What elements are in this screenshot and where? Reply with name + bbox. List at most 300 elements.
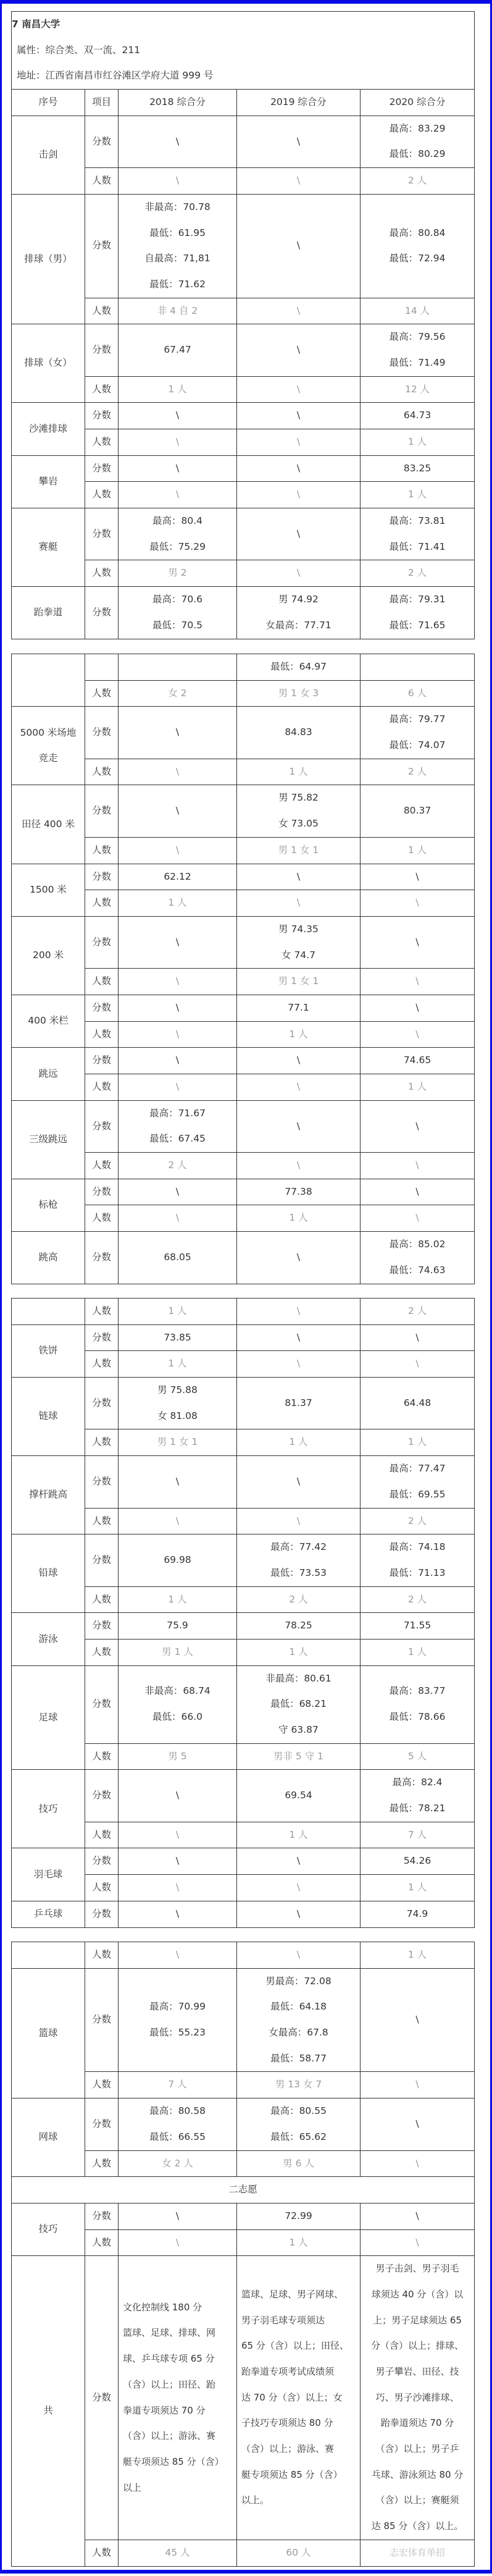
score-value: 男最高：72.08 — [265, 1975, 331, 1987]
count-value: 1 人 — [407, 1436, 427, 1448]
row-label-cell — [85, 1942, 119, 1969]
count-value: \ — [296, 567, 301, 579]
score-value: 最高：79.31 — [389, 594, 446, 605]
row-label: 人数 — [91, 687, 111, 699]
score-value: \ — [415, 2210, 419, 2221]
count-value: \ — [296, 175, 301, 187]
value-cell-2018 — [119, 2072, 237, 2098]
section-label: 二志愿 — [228, 2184, 257, 2195]
count-value: 男 13 女 7 — [275, 2079, 322, 2090]
count-value: \ — [175, 765, 180, 777]
score-value: （含）以上；游泳、赛 — [241, 2443, 335, 2455]
value-cell-2019 — [237, 324, 361, 376]
score-value: 艇专项须达 85 分（含） — [123, 2456, 224, 2467]
row-label-cell — [85, 1613, 119, 1639]
sport-name: 跳远 — [38, 1067, 58, 1079]
count-value: 2 人 — [407, 1515, 427, 1526]
score-value: 女 74.7 — [281, 949, 315, 961]
value-cell-2018 — [119, 1429, 237, 1456]
row-label: 人数 — [91, 2236, 111, 2248]
sport-name: 200 米 — [32, 949, 64, 961]
score-value: 达 70 分（含）以上；女 — [241, 2391, 343, 2403]
count-value: 60 人 — [286, 2546, 311, 2558]
row-label: 分数 — [91, 606, 111, 618]
value-cell-2020 — [361, 654, 475, 681]
row-label-cell — [85, 1534, 119, 1586]
score-value: 以上。 — [241, 2494, 270, 2506]
count-value: 1 人 — [407, 489, 427, 500]
row-label-cell — [85, 680, 119, 707]
count-value: 2 人 — [407, 765, 427, 777]
sport-name-cell — [12, 2203, 85, 2255]
score-value: \ — [415, 936, 419, 948]
score-value: 篮球、足球、排球、网 — [123, 2327, 216, 2339]
score-value: 75.9 — [167, 1620, 188, 1631]
table-row — [12, 2098, 475, 2150]
count-value: 男 1 人 — [162, 1646, 193, 1657]
score-value: 非最高：70.78 — [144, 201, 211, 213]
value-cell-2018 — [119, 1586, 237, 1613]
row-label-cell — [85, 1665, 119, 1743]
value-cell-2020 — [361, 116, 475, 167]
column-header — [119, 90, 237, 116]
count-value: \ — [296, 383, 301, 395]
value-cell-2020 — [361, 168, 475, 195]
row-label-cell — [85, 403, 119, 429]
value-cell-2019 — [237, 680, 361, 707]
count-value: \ — [296, 1305, 301, 1316]
table-row — [12, 995, 475, 1021]
value-cell-2020 — [361, 1848, 475, 1875]
value-cell-2018 — [119, 1205, 237, 1232]
score-value: 男 74.35 — [278, 923, 319, 935]
count-value: \ — [415, 2236, 419, 2248]
value-cell-2018 — [119, 116, 237, 167]
sport-name: 铁饼 — [38, 1345, 58, 1357]
count-value: \ — [415, 897, 419, 909]
row-label-cell — [85, 429, 119, 456]
value-cell-2020 — [361, 1378, 475, 1429]
score-table — [11, 1298, 475, 1928]
count-value: \ — [296, 1882, 301, 1893]
count-value: 1 人 — [289, 1436, 308, 1448]
sport-name: 排球（男） — [24, 253, 72, 264]
count-value: 女 2 — [168, 687, 187, 699]
table-row — [12, 194, 475, 298]
value-cell-2018 — [119, 1378, 237, 1429]
column-header — [85, 90, 119, 116]
score-value: （含）以上；赛艇须 — [375, 2494, 459, 2506]
count-value: 2 人 — [407, 175, 427, 187]
value-cell-2020 — [361, 403, 475, 429]
score-value: 最低：66.55 — [149, 2131, 206, 2142]
row-label: 分数 — [91, 410, 111, 421]
value-cell-2019 — [237, 1429, 361, 1456]
count-value: 1 人 — [407, 1949, 427, 1960]
value-cell-2020 — [361, 680, 475, 707]
sport-name-cell — [12, 403, 85, 455]
count-value: 14 人 — [404, 305, 430, 316]
value-cell-2019 — [237, 1534, 361, 1586]
value-cell-2018 — [119, 1048, 237, 1074]
row-label: 分数 — [91, 1908, 111, 1919]
count-value: 1 人 — [289, 1829, 308, 1840]
sport-name-cell — [12, 1179, 85, 1231]
score-value — [361, 654, 474, 680]
score-value: 最高：83.29 — [389, 122, 446, 134]
row-label: 人数 — [91, 1212, 111, 1224]
count-value: \ — [296, 305, 301, 316]
value-cell-2019 — [237, 168, 361, 195]
value-cell-2020 — [361, 2229, 475, 2256]
row-label-cell — [85, 2256, 119, 2540]
value-cell-2020 — [361, 837, 475, 864]
value-cell-2020 — [361, 1743, 475, 1770]
sport-name-cell — [12, 2098, 85, 2177]
value-cell-2018 — [119, 1770, 237, 1822]
sport-name — [12, 1299, 85, 1324]
table-row — [12, 707, 475, 759]
table-row — [12, 1770, 475, 1822]
value-cell-2020 — [361, 1968, 475, 2072]
value-cell-2020 — [361, 1324, 475, 1351]
sport-name-cell — [12, 1665, 85, 1770]
value-cell-2020 — [361, 587, 475, 639]
score-value: 最低：72.94 — [389, 253, 446, 264]
value-cell-2018 — [119, 482, 237, 508]
value-cell-2018 — [119, 785, 237, 837]
value-cell-2019 — [237, 969, 361, 995]
value-cell-2020 — [361, 1508, 475, 1534]
score-value: \ — [296, 462, 301, 474]
score-value: 最低：71.41 — [389, 541, 446, 552]
column-header — [12, 90, 85, 116]
value-cell-2020 — [361, 1901, 475, 1927]
count-value: 1 人 — [168, 383, 187, 395]
value-cell-2020 — [361, 1048, 475, 1074]
value-cell-2018 — [119, 1665, 237, 1743]
sport-name: 铅球 — [38, 1567, 58, 1579]
value-cell-2020 — [361, 969, 475, 995]
score-value: 81.37 — [285, 1397, 312, 1408]
score-value: 最高：85.02 — [389, 1239, 446, 1250]
value-cell-2018 — [119, 560, 237, 587]
value-cell-2020 — [361, 2098, 475, 2150]
score-value: 女 81.08 — [157, 1410, 198, 1421]
sport-name-cell — [12, 1613, 85, 1665]
score-value: 73.85 — [164, 1331, 191, 1343]
count-value: 1 人 — [289, 765, 308, 777]
score-value: \ — [175, 726, 180, 738]
column-header-row — [12, 90, 475, 116]
score-table — [11, 654, 475, 1284]
row-label-cell — [85, 1232, 119, 1284]
value-cell-2019 — [237, 707, 361, 759]
value-cell-2018 — [119, 1100, 237, 1152]
value-cell-2019 — [237, 759, 361, 785]
row-label: 人数 — [91, 436, 111, 447]
value-cell-2019 — [237, 1205, 361, 1232]
value-cell-2018 — [119, 194, 237, 298]
value-cell-2020 — [361, 560, 475, 587]
sport-name-cell — [12, 916, 85, 995]
score-value: 自最高：71,81 — [144, 253, 211, 264]
value-cell-2020 — [361, 916, 475, 968]
sport-name: 竞走 — [38, 752, 58, 764]
count-value: 女 2 人 — [162, 2157, 193, 2169]
row-label: 分数 — [91, 1001, 111, 1013]
row-label: 人数 — [91, 1829, 111, 1840]
value-cell-2018 — [119, 1324, 237, 1351]
score-value: 最低：73.53 — [270, 1567, 327, 1578]
count-value: 6 人 — [407, 687, 427, 699]
count-value: 7 人 — [168, 2079, 187, 2090]
value-cell-2020 — [361, 1586, 475, 1613]
value-cell-2018 — [119, 2229, 237, 2256]
row-label-cell — [85, 194, 119, 298]
count-value: \ — [175, 489, 180, 500]
row-label: 分数 — [91, 528, 111, 539]
score-value: 最高：80.4 — [152, 515, 202, 527]
score-value: \ — [415, 1120, 419, 1132]
value-cell-2019 — [237, 654, 361, 681]
row-label: 分数 — [91, 805, 111, 817]
value-cell-2020 — [361, 2203, 475, 2229]
value-cell-2019 — [237, 1848, 361, 1875]
score-value: 最低：55.23 — [149, 2027, 206, 2039]
table-row — [12, 785, 475, 837]
sport-name-cell — [12, 785, 85, 864]
count-value: \ — [296, 1515, 301, 1526]
score-value: 男子攀岩、田径、技 — [375, 2366, 459, 2377]
count-value: \ — [175, 436, 180, 447]
value-cell-2020 — [361, 2072, 475, 2098]
sport-name-cell — [12, 1100, 85, 1179]
table-row — [12, 2203, 475, 2229]
score-value: \ — [415, 2014, 419, 2026]
value-cell-2018 — [119, 1179, 237, 1205]
row-label: 人数 — [91, 1358, 111, 1370]
value-cell-2018 — [119, 168, 237, 195]
score-value: 子技巧专项须达 80 分 — [241, 2417, 333, 2429]
count-value: 1 人 — [289, 2236, 308, 2248]
value-cell-2018 — [119, 2150, 237, 2177]
row-label: 人数 — [91, 2157, 111, 2169]
value-cell-2020 — [361, 1021, 475, 1048]
sport-name-cell — [12, 324, 85, 403]
row-label-cell — [85, 1378, 119, 1429]
value-cell-2019 — [237, 1299, 361, 1325]
row-label-cell — [85, 1848, 119, 1875]
value-cell-2019 — [237, 2229, 361, 2256]
count-value: \ — [415, 2157, 419, 2169]
row-label-cell — [85, 1021, 119, 1048]
value-cell-2020 — [361, 482, 475, 508]
sport-name: 田径 400 米 — [22, 818, 75, 830]
score-value: （含）以上；田径、跆 — [123, 2378, 216, 2390]
value-cell-2020 — [361, 1299, 475, 1325]
value-cell-2020 — [361, 1639, 475, 1665]
score-value: \ — [296, 528, 301, 539]
sport-name: 跳高 — [38, 1251, 58, 1263]
value-cell-2019 — [237, 1048, 361, 1074]
sport-name: 游泳 — [38, 1633, 58, 1644]
count-value: \ — [296, 897, 301, 909]
row-label-cell — [85, 890, 119, 917]
score-value: 83.25 — [403, 462, 432, 474]
row-label-cell — [85, 1299, 119, 1325]
value-cell-2019 — [237, 916, 361, 968]
value-cell-2019 — [237, 403, 361, 429]
score-value: 最高：82.4 — [392, 1777, 443, 1788]
value-cell-2019 — [237, 2203, 361, 2229]
sport-name: 链球 — [38, 1410, 58, 1422]
score-value: 分（含）以上；排球、 — [370, 2340, 464, 2352]
value-cell-2018 — [119, 324, 237, 376]
score-value: 最低：58.77 — [270, 2052, 327, 2064]
row-label-cell — [85, 560, 119, 587]
row-label-cell — [85, 1743, 119, 1770]
value-cell-2019 — [237, 508, 361, 560]
row-label-cell — [85, 837, 119, 864]
score-value: 最高：77.47 — [389, 1463, 446, 1475]
row-label: 分数 — [91, 2014, 111, 2026]
row-label-cell — [85, 1048, 119, 1074]
count-value: 男 1 女 1 — [278, 844, 319, 856]
value-cell-2019 — [237, 116, 361, 167]
row-label: 分数 — [91, 936, 111, 948]
value-cell-2020 — [361, 1875, 475, 1901]
sport-name — [12, 1942, 85, 1968]
value-cell-2018 — [119, 1639, 237, 1665]
value-cell-2019 — [237, 2072, 361, 2098]
sport-name: 篮球 — [38, 2027, 58, 2039]
value-cell-2020 — [361, 1232, 475, 1284]
row-label: 分数 — [91, 1698, 111, 1710]
count-value: 男 1 女 3 — [278, 687, 319, 699]
score-value: 跆拳道专项考试成绩须 — [241, 2366, 335, 2377]
row-label-cell — [85, 916, 119, 968]
value-cell-2020 — [361, 2256, 475, 2540]
value-cell-2019 — [237, 864, 361, 890]
count-value: 非 4 自 2 — [157, 305, 198, 316]
score-value: \ — [175, 410, 180, 421]
value-cell-2018 — [119, 2203, 237, 2229]
score-value: 以上 — [123, 2481, 142, 2493]
value-cell-2018 — [119, 1534, 237, 1586]
sport-name: 技巧 — [38, 1803, 58, 1814]
value-cell-2020 — [361, 508, 475, 560]
score-value: 篮球、足球、男子网球、 — [241, 2288, 344, 2300]
score-value: \ — [175, 1001, 180, 1013]
value-cell-2018 — [119, 1822, 237, 1848]
sport-name-cell — [12, 508, 85, 587]
value-cell-2018 — [119, 1848, 237, 1875]
sport-name-cell — [12, 1942, 85, 1969]
score-value: \ — [175, 1908, 180, 1919]
score-value: 62.12 — [164, 870, 191, 882]
value-cell-2019 — [237, 2150, 361, 2177]
count-value: \ — [415, 1358, 419, 1370]
value-cell-2020 — [361, 298, 475, 324]
row-label-cell — [85, 2072, 119, 2098]
value-cell-2018 — [119, 969, 237, 995]
sport-name: 共 — [43, 2405, 53, 2417]
score-value: \ — [296, 1054, 301, 1066]
value-cell-2020 — [361, 1665, 475, 1743]
row-label: 人数 — [91, 897, 111, 909]
row-label: 人数 — [91, 765, 111, 777]
score-value: 84.83 — [285, 726, 312, 738]
sport-name-cell — [12, 1456, 85, 1534]
value-cell-2019 — [237, 194, 361, 298]
row-label: 分数 — [91, 2391, 111, 2403]
score-value: 69.54 — [285, 1790, 312, 1801]
table-row — [12, 116, 475, 167]
sport-name-cell — [12, 864, 85, 916]
row-label: 分数 — [91, 870, 111, 882]
value-cell-2019 — [237, 1351, 361, 1378]
count-value: 1 人 — [168, 897, 187, 909]
score-value: 非最高：80.61 — [265, 1672, 331, 1684]
value-cell-2019 — [237, 1942, 361, 1969]
score-value: 最低：71.13 — [389, 1567, 446, 1578]
score-value: \ — [175, 1054, 180, 1066]
sport-name-cell — [12, 455, 85, 508]
table-title-row — [12, 12, 475, 90]
row-label-cell — [85, 2229, 119, 2256]
score-value: 最高：80.58 — [149, 2105, 206, 2117]
score-value: \ — [296, 240, 301, 251]
count-value: \ — [415, 1028, 419, 1040]
row-label-cell — [85, 2098, 119, 2150]
sport-name-cell — [12, 1848, 85, 1901]
value-cell-2020 — [361, 1205, 475, 1232]
score-value: 77.38 — [285, 1185, 312, 1197]
sport-name-cell — [12, 995, 85, 1047]
count-value: 男 1 女 1 — [157, 1436, 198, 1448]
value-cell-2019 — [237, 1770, 361, 1822]
table-row — [12, 1232, 475, 1284]
value-cell-2019 — [237, 1153, 361, 1179]
row-label: 人数 — [91, 1515, 111, 1526]
row-label: 人数 — [91, 305, 111, 316]
score-value: 女最高：77.71 — [265, 619, 331, 631]
count-value: \ — [175, 1829, 180, 1840]
score-table — [11, 11, 475, 639]
value-cell-2018 — [119, 1613, 237, 1639]
value-cell-2019 — [237, 1179, 361, 1205]
score-value: 最低：74.63 — [389, 1264, 446, 1276]
score-value: 最低：70.5 — [152, 619, 202, 631]
table-row — [12, 1378, 475, 1429]
school-title: 7 南昌大学 — [12, 19, 60, 30]
score-value: 最高：80.55 — [270, 2105, 327, 2117]
count-value: \ — [296, 1160, 301, 1171]
row-label-cell — [85, 864, 119, 890]
count-value: \ — [296, 1949, 301, 1960]
count-value: \ — [175, 1028, 180, 1040]
score-value: 男 75.88 — [157, 1384, 198, 1396]
row-label: 人数 — [91, 489, 111, 500]
row-label: 分数 — [91, 1554, 111, 1566]
table-row — [12, 1901, 475, 1927]
value-cell-2019 — [237, 1324, 361, 1351]
count-value: \ — [175, 1949, 180, 1960]
value-cell-2019 — [237, 1508, 361, 1534]
score-value: 最低：71.49 — [389, 356, 446, 368]
count-value: 2 人 — [168, 1160, 187, 1171]
